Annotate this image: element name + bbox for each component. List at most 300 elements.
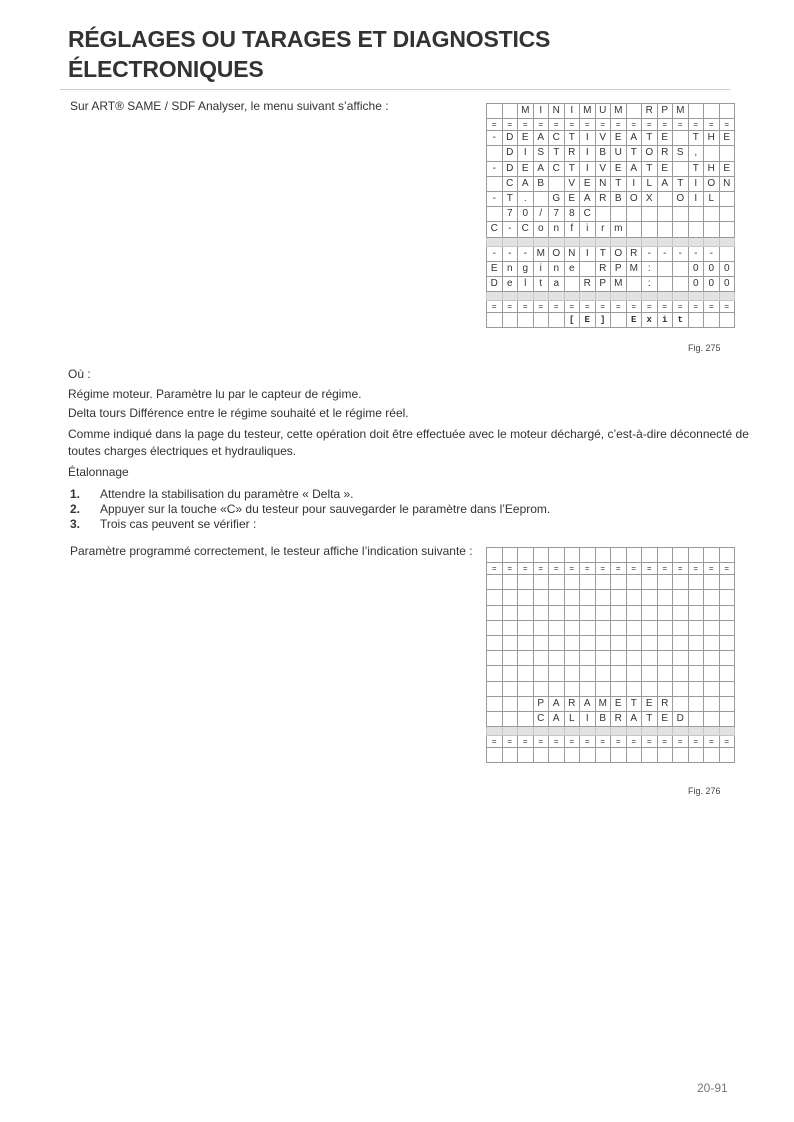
screen-cell	[595, 605, 611, 620]
screen-cell	[487, 207, 503, 222]
screen-cell	[719, 575, 735, 590]
screen-cell	[487, 727, 503, 736]
screen-cell	[487, 292, 503, 301]
screen-cell	[704, 605, 720, 620]
screen-cell	[719, 548, 735, 563]
screen-cell: B	[595, 711, 611, 726]
screen-cell	[549, 548, 565, 563]
screen-cell: M	[626, 261, 642, 276]
screen-cell: R	[642, 104, 658, 119]
screen-cell	[518, 620, 534, 635]
screen-row	[487, 681, 735, 696]
screen-cell: 7	[549, 207, 565, 222]
screen-cell: O	[642, 146, 658, 161]
screen-cell	[719, 313, 735, 328]
screen-cell: =	[595, 563, 611, 575]
screen-cell	[688, 651, 704, 666]
screen-cell	[549, 605, 565, 620]
screen-cell: n	[549, 261, 565, 276]
screen-cell	[487, 748, 503, 763]
screen-cell: t	[673, 313, 689, 328]
screen-cell	[657, 620, 673, 635]
screen-row	[487, 301, 735, 313]
screen-cell	[518, 548, 534, 563]
screen-cell: ,	[688, 146, 704, 161]
screen-cell	[642, 590, 658, 605]
screen-row	[487, 736, 735, 748]
list-item: 2. Appuyer sur la touche «C» du testeur pour sauvegarder le paramètre dans l’Eeprom.	[70, 502, 551, 516]
screen-cell	[487, 548, 503, 563]
screen-cell: n	[502, 261, 518, 276]
screen-cell	[657, 222, 673, 237]
screen-cell: E	[580, 313, 596, 328]
screen-cell: =	[487, 119, 503, 131]
screen-cell: =	[626, 736, 642, 748]
screen-cell: =	[518, 563, 534, 575]
title-divider	[60, 89, 730, 90]
screen-cell	[502, 748, 518, 763]
screen-cell: -	[487, 191, 503, 206]
screen-cell	[704, 104, 720, 119]
screen-cell: P	[611, 261, 627, 276]
screen-cell: E	[580, 176, 596, 191]
screen-cell: T	[611, 176, 627, 191]
screen-cell: =	[502, 736, 518, 748]
case-text: Paramètre programmé correctement, le testeur affiche l’indication suivante :	[70, 544, 473, 558]
screen-cell	[518, 651, 534, 666]
screen-cell	[642, 651, 658, 666]
screen-cell: A	[657, 176, 673, 191]
screen-cell: =	[549, 119, 565, 131]
screen-cell	[688, 313, 704, 328]
screen-cell	[657, 727, 673, 736]
screen-cell: =	[533, 119, 549, 131]
screen-cell	[626, 548, 642, 563]
screen-cell: M	[580, 104, 596, 119]
screen-cell	[719, 681, 735, 696]
screen-cell	[502, 313, 518, 328]
screen-cell: D	[502, 161, 518, 176]
screen-cell	[518, 313, 534, 328]
screen-cell	[533, 651, 549, 666]
screen-cell	[704, 620, 720, 635]
analyser-screen-minimum-rpm	[486, 103, 735, 328]
screen-cell: H	[704, 161, 720, 176]
screen-cell: A	[518, 176, 534, 191]
screen-cell: X	[642, 191, 658, 206]
screen-cell: H	[704, 131, 720, 146]
screen-cell: I	[518, 146, 534, 161]
screen-cell	[518, 635, 534, 650]
screen-cell	[611, 748, 627, 763]
screen-cell	[502, 681, 518, 696]
screen-cell	[704, 313, 720, 328]
screen-cell: =	[549, 301, 565, 313]
screen-cell	[611, 590, 627, 605]
screen-cell	[487, 620, 503, 635]
screen-cell: L	[704, 191, 720, 206]
screen-cell	[595, 727, 611, 736]
screen-cell	[719, 237, 735, 246]
screen-cell: -	[502, 222, 518, 237]
screen-cell: L	[564, 711, 580, 726]
screen-row	[487, 696, 735, 711]
screen-cell	[549, 651, 565, 666]
screen-cell: =	[657, 563, 673, 575]
screen-cell	[626, 104, 642, 119]
screen-cell: V	[564, 176, 580, 191]
screen-cell	[502, 651, 518, 666]
screen-cell	[657, 748, 673, 763]
screen-cell	[518, 711, 534, 726]
screen-cell	[502, 620, 518, 635]
screen-row	[487, 261, 735, 276]
screen-cell: =	[518, 301, 534, 313]
screen-cell: P	[657, 104, 673, 119]
screen-cell: M	[611, 104, 627, 119]
screen-cell	[688, 292, 704, 301]
screen-cell	[626, 207, 642, 222]
screen-cell	[611, 605, 627, 620]
screen-cell	[673, 635, 689, 650]
screen-cell	[549, 635, 565, 650]
screen-row	[487, 146, 735, 161]
screen-cell	[626, 748, 642, 763]
screen-cell	[611, 237, 627, 246]
screen-cell	[487, 590, 503, 605]
screen-cell: R	[657, 146, 673, 161]
screen-cell	[549, 313, 565, 328]
screen-cell	[549, 176, 565, 191]
screen-cell	[704, 748, 720, 763]
screen-cell	[533, 620, 549, 635]
analyser-screen-parameter-calibrated	[486, 547, 735, 763]
screen-cell	[611, 548, 627, 563]
screen-cell: I	[580, 131, 596, 146]
screen-cell: C	[580, 207, 596, 222]
screen-cell: [	[564, 313, 580, 328]
screen-cell	[564, 575, 580, 590]
screen-cell	[673, 727, 689, 736]
screen-cell	[502, 548, 518, 563]
screen-cell	[611, 575, 627, 590]
screen-cell	[611, 313, 627, 328]
screen-cell	[580, 681, 596, 696]
screen-cell	[611, 620, 627, 635]
screen-cell: E	[518, 131, 534, 146]
screen-cell: T	[642, 131, 658, 146]
screen-cell	[688, 620, 704, 635]
screen-cell: T	[502, 191, 518, 206]
screen-row	[487, 292, 735, 301]
screen-row	[487, 605, 735, 620]
screen-row	[487, 548, 735, 563]
screen-cell	[642, 635, 658, 650]
screen-cell	[487, 605, 503, 620]
screen-cell	[564, 276, 580, 291]
screen-cell: N	[564, 246, 580, 261]
screen-cell: =	[502, 301, 518, 313]
screen-cell	[626, 727, 642, 736]
screen-cell: M	[595, 696, 611, 711]
screen-cell: -	[673, 246, 689, 261]
screen-cell	[626, 620, 642, 635]
screen-cell: -	[487, 161, 503, 176]
screen-cell: O	[704, 176, 720, 191]
screen-cell	[502, 711, 518, 726]
screen-cell: =	[719, 736, 735, 748]
screen-cell: O	[673, 191, 689, 206]
screen-row	[487, 666, 735, 681]
screen-row	[487, 104, 735, 119]
figure-caption-276: Fig. 276	[688, 786, 721, 796]
screen-cell	[564, 651, 580, 666]
screen-cell	[533, 548, 549, 563]
screen-cell	[688, 681, 704, 696]
screen-cell	[719, 222, 735, 237]
definition-delta: Delta tours Différence entre le régime souhaité et le régime réel.	[68, 406, 409, 420]
screen-cell	[704, 666, 720, 681]
screen-cell: =	[657, 301, 673, 313]
screen-cell	[564, 548, 580, 563]
screen-row	[487, 590, 735, 605]
screen-cell	[549, 620, 565, 635]
screen-cell: T	[673, 176, 689, 191]
screen-cell	[688, 104, 704, 119]
screen-cell	[704, 711, 720, 726]
screen-cell: =	[673, 736, 689, 748]
screen-cell: =	[642, 301, 658, 313]
screen-cell	[580, 237, 596, 246]
screen-cell	[533, 727, 549, 736]
screen-cell: =	[502, 119, 518, 131]
screen-cell	[564, 292, 580, 301]
note-line-2: toutes charges électriques et hydrauliques.	[68, 444, 297, 458]
screen-cell: =	[580, 119, 596, 131]
screen-cell: 7	[502, 207, 518, 222]
screen-row	[487, 131, 735, 146]
screen-cell	[688, 605, 704, 620]
screen-cell: N	[595, 176, 611, 191]
screen-cell: =	[611, 736, 627, 748]
screen-cell: I	[533, 104, 549, 119]
screen-cell: =	[595, 119, 611, 131]
screen-cell: T	[688, 131, 704, 146]
screen-cell	[719, 620, 735, 635]
screen-cell	[626, 276, 642, 291]
screen-cell	[673, 651, 689, 666]
screen-cell: E	[657, 161, 673, 176]
screen-cell	[642, 548, 658, 563]
screen-cell: =	[704, 563, 720, 575]
screen-cell	[595, 681, 611, 696]
screen-cell	[626, 681, 642, 696]
screen-cell	[673, 161, 689, 176]
screen-row	[487, 313, 735, 328]
screen-cell: E	[487, 261, 503, 276]
screen-cell: T	[564, 131, 580, 146]
screen-cell	[533, 237, 549, 246]
screen-cell	[704, 222, 720, 237]
screen-cell	[642, 666, 658, 681]
screen-cell	[533, 681, 549, 696]
screen-cell	[564, 590, 580, 605]
screen-cell	[704, 696, 720, 711]
screen-cell	[611, 727, 627, 736]
screen-cell: E	[518, 161, 534, 176]
screen-cell: 0	[688, 276, 704, 291]
screen-cell	[673, 237, 689, 246]
screen-cell	[657, 261, 673, 276]
screen-cell: -	[518, 246, 534, 261]
screen-cell: =	[673, 563, 689, 575]
screen-cell: =	[487, 301, 503, 313]
screen-cell	[657, 292, 673, 301]
screen-cell: =	[580, 563, 596, 575]
screen-row	[487, 161, 735, 176]
screen-cell: =	[688, 563, 704, 575]
screen-cell: o	[533, 222, 549, 237]
screen-row	[487, 276, 735, 291]
screen-cell	[487, 313, 503, 328]
screen-cell: T	[626, 146, 642, 161]
screen-cell	[626, 605, 642, 620]
screen-cell	[518, 292, 534, 301]
screen-cell: i	[533, 261, 549, 276]
screen-cell: -	[502, 246, 518, 261]
screen-cell	[580, 651, 596, 666]
screen-cell: V	[595, 131, 611, 146]
screen-cell: A	[533, 131, 549, 146]
screen-row	[487, 191, 735, 206]
screen-cell	[719, 207, 735, 222]
screen-cell	[688, 727, 704, 736]
screen-cell	[642, 605, 658, 620]
screen-cell	[719, 635, 735, 650]
screen-row	[487, 246, 735, 261]
screen-cell	[657, 590, 673, 605]
screen-cell: D	[502, 146, 518, 161]
screen-cell: =	[611, 119, 627, 131]
screen-cell: :	[642, 276, 658, 291]
screen-cell	[688, 635, 704, 650]
screen-cell	[564, 620, 580, 635]
screen-cell	[626, 237, 642, 246]
screen-cell: =	[626, 563, 642, 575]
screen-cell: =	[533, 736, 549, 748]
screen-cell	[704, 575, 720, 590]
screen-cell	[673, 575, 689, 590]
screen-cell: A	[626, 161, 642, 176]
screen-cell: T	[688, 161, 704, 176]
screen-cell: =	[611, 301, 627, 313]
screen-cell: -	[487, 246, 503, 261]
screen-cell	[487, 146, 503, 161]
screen-cell	[518, 727, 534, 736]
screen-cell: B	[611, 191, 627, 206]
screen-cell	[642, 575, 658, 590]
screen-cell: =	[642, 119, 658, 131]
screen-cell	[673, 276, 689, 291]
screen-cell	[533, 292, 549, 301]
screen-cell	[487, 176, 503, 191]
screen-row	[487, 207, 735, 222]
screen-cell: M	[611, 276, 627, 291]
screen-cell: A	[533, 161, 549, 176]
screen-cell: f	[564, 222, 580, 237]
screen-cell	[657, 237, 673, 246]
screen-cell	[580, 727, 596, 736]
screen-cell	[704, 651, 720, 666]
screen-cell	[688, 548, 704, 563]
screen-cell	[642, 237, 658, 246]
screen-cell: 8	[564, 207, 580, 222]
note-line-1: Comme indiqué dans la page du testeur, cette opération doit être effectuée avec le moteur déchargé, c’est-à-dire déconnecté de	[68, 427, 749, 441]
screen-cell	[673, 292, 689, 301]
screen-cell	[533, 605, 549, 620]
screen-cell	[642, 681, 658, 696]
screen-cell	[704, 548, 720, 563]
screen-cell: =	[704, 301, 720, 313]
screen-cell: a	[549, 276, 565, 291]
screen-cell: =	[657, 736, 673, 748]
screen-cell	[595, 237, 611, 246]
screen-cell: D	[502, 131, 518, 146]
screen-cell	[564, 666, 580, 681]
screen-cell	[611, 651, 627, 666]
screen-cell	[611, 292, 627, 301]
screen-cell	[564, 605, 580, 620]
screen-cell: =	[688, 119, 704, 131]
screen-cell	[595, 620, 611, 635]
screen-cell: =	[518, 736, 534, 748]
screen-cell	[673, 666, 689, 681]
screen-cell: C	[502, 176, 518, 191]
screen-cell: A	[549, 711, 565, 726]
screen-cell	[564, 635, 580, 650]
screen-cell: e	[502, 276, 518, 291]
screen-cell	[549, 681, 565, 696]
screen-cell: =	[642, 736, 658, 748]
screen-cell	[564, 748, 580, 763]
screen-cell	[487, 575, 503, 590]
screen-row	[487, 727, 735, 736]
screen-cell: =	[719, 119, 735, 131]
screen-cell	[518, 696, 534, 711]
screen-cell: E	[657, 711, 673, 726]
screen-cell	[673, 261, 689, 276]
screen-cell	[549, 292, 565, 301]
screen-cell	[673, 605, 689, 620]
screen-cell	[533, 191, 549, 206]
screen-row	[487, 237, 735, 246]
screen-cell	[611, 635, 627, 650]
screen-cell: C	[549, 131, 565, 146]
screen-cell: =	[704, 119, 720, 131]
screen-cell: R	[595, 261, 611, 276]
screen-cell	[642, 748, 658, 763]
screen-cell	[688, 207, 704, 222]
screen-cell: D	[673, 711, 689, 726]
screen-cell	[719, 605, 735, 620]
screen-cell	[642, 292, 658, 301]
definition-engine-speed: Régime moteur. Paramètre lu par le capteur de régime.	[68, 387, 362, 401]
screen-cell	[502, 590, 518, 605]
screen-cell	[549, 748, 565, 763]
screen-cell: O	[549, 246, 565, 261]
screen-cell: e	[564, 261, 580, 276]
screen-cell	[657, 635, 673, 650]
